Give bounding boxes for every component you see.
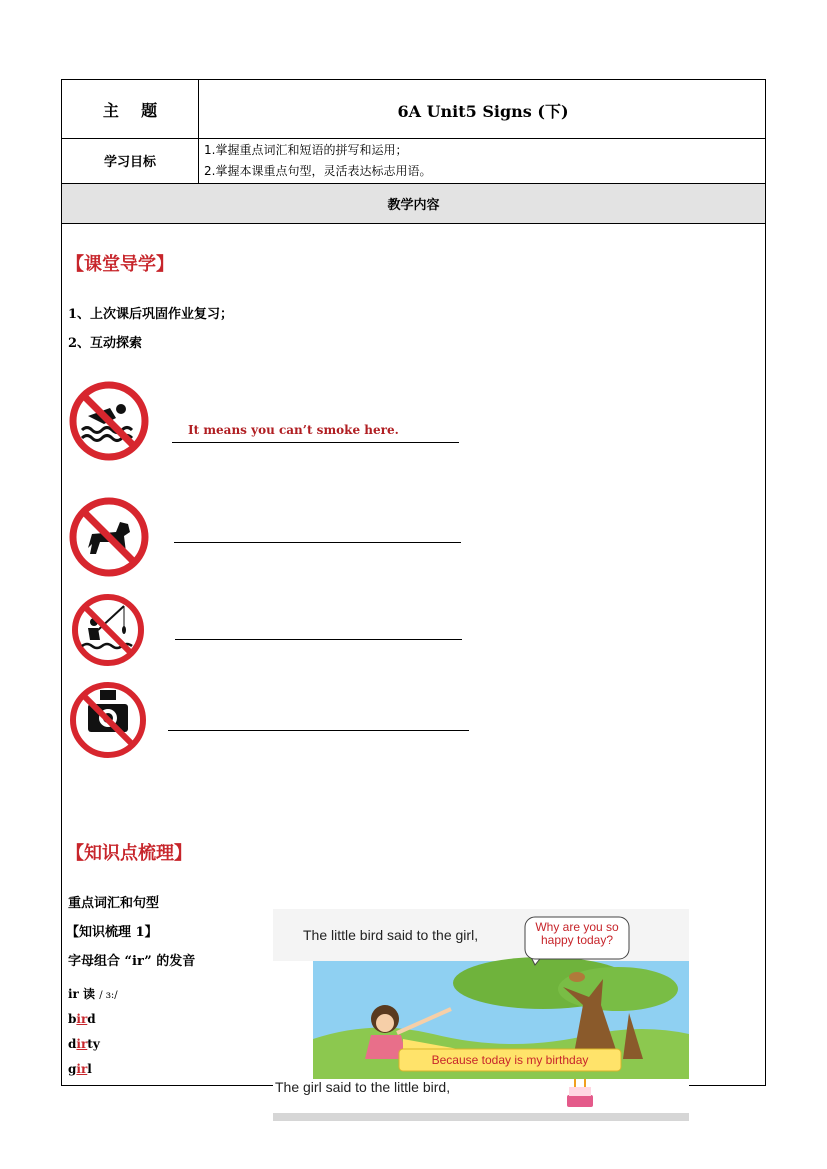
birthday-illustration bbox=[273, 909, 689, 1121]
example-word bbox=[68, 1037, 100, 1051]
no-dogs-icon bbox=[68, 496, 150, 578]
column-divider bbox=[198, 80, 199, 183]
word-part: d bbox=[87, 1012, 96, 1026]
word-highlight: ir bbox=[76, 1062, 88, 1076]
answer-line bbox=[168, 730, 469, 731]
list-item: 2、互动探索 bbox=[68, 336, 143, 351]
answer-line bbox=[174, 542, 461, 543]
sign-answer-1: It means you can’t smoke here. bbox=[188, 423, 399, 437]
example-word bbox=[68, 1012, 96, 1026]
goal-line-2: 2.掌握本课重点句型，灵活表达标志用语。 bbox=[204, 164, 432, 178]
phonics-rule bbox=[68, 985, 118, 1002]
no-fishing-icon bbox=[66, 592, 150, 668]
word-highlight: ir bbox=[76, 1012, 88, 1026]
answer-line bbox=[172, 442, 459, 443]
goal-line-1: 1.掌握重点词汇和短语的拼写和运用； bbox=[204, 143, 408, 157]
goal-label: 学习目标 bbox=[103, 155, 156, 170]
word-part: b bbox=[68, 1012, 77, 1026]
section-heading-knowledge: 【知识点梳理】 bbox=[66, 843, 192, 864]
word-part: l bbox=[87, 1062, 92, 1076]
scene-caption-2: The girl said to the little bird, bbox=[275, 1079, 451, 1095]
rule-phonetic: / ɜ:/ bbox=[99, 990, 118, 1001]
rule-prefix: ir 读 bbox=[68, 987, 96, 1001]
no-swimming-icon bbox=[68, 380, 150, 462]
point-title: 【知识梳理 1】 bbox=[66, 925, 158, 940]
row-divider bbox=[62, 138, 765, 139]
word-part: ty bbox=[87, 1037, 100, 1051]
word-part: d bbox=[68, 1037, 77, 1051]
section-heading-guide: 【课堂导学】 bbox=[66, 254, 174, 275]
subheading: 重点词汇和句型 bbox=[68, 896, 160, 911]
row-divider bbox=[62, 223, 765, 224]
birthday-banner: Because today is my birthday bbox=[431, 1053, 589, 1067]
point-description: 字母组合 “ir” 的发音 bbox=[68, 954, 196, 969]
answer-line bbox=[175, 639, 462, 640]
word-highlight: ir bbox=[76, 1037, 88, 1051]
subject-label: 主 题 bbox=[102, 101, 158, 120]
word-part: g bbox=[68, 1062, 77, 1076]
list-item: 1、上次课后巩固作业复习； bbox=[68, 307, 234, 322]
speech-bubble: Why are you so happy today? bbox=[535, 920, 619, 947]
scene-caption-1: The little bird said to the girl, bbox=[303, 927, 479, 943]
page-title: 6A Unit5 Signs (下) bbox=[397, 102, 569, 121]
content-header: 教学内容 bbox=[387, 198, 440, 213]
no-photography-icon bbox=[66, 680, 150, 760]
example-word bbox=[68, 1062, 92, 1076]
